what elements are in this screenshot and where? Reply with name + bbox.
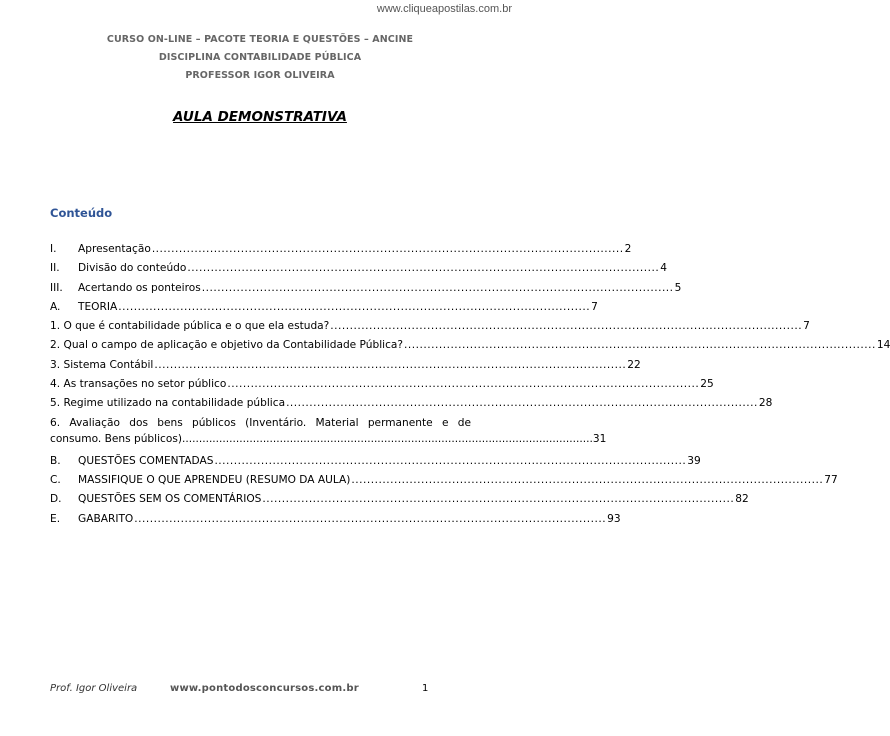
toc-leader-dots: .......................................................................................................................... (134, 512, 607, 525)
toc-entry-page: 31 (592, 432, 607, 445)
toc-entry-title-continued: consumo. Bens públicos) (50, 432, 182, 445)
toc-entry[interactable] (50, 243, 632, 262)
toc-entry-number: D. (50, 493, 62, 506)
toc-entry[interactable] (50, 397, 773, 416)
toc-entry-page: 2 (624, 243, 632, 255)
toc-entry-title: TEORIA (78, 300, 118, 313)
toc-entry-number: I. (50, 243, 57, 255)
toc-leader-dots: .......................................................................................................................... (118, 300, 591, 313)
toc-leader-dots: .......................................................................................................................... (182, 432, 593, 445)
toc-entry-page: 5 (674, 281, 682, 294)
toc-entry-number: B. (50, 454, 61, 467)
toc-entry-page: 77 (824, 473, 838, 486)
toc-entry-page: 82 (735, 493, 749, 506)
toc-leader-dots: .......................................................................................................................... (286, 397, 758, 410)
footer-author: Prof. Igor Oliveira (50, 683, 138, 694)
toc-entry-page: 4 (660, 262, 667, 275)
toc-entry-title: 1. O que é contabilidade pública e o que ela estuda? (50, 320, 330, 333)
toc-entry[interactable] (50, 493, 749, 512)
toc-entry[interactable] (50, 339, 890, 358)
toc-entry-page: 22 (627, 358, 641, 371)
toc-leader-dots: .......................................................................................................................... (214, 454, 687, 467)
toc-entry-title: 3. Sistema Contábil (50, 358, 154, 371)
toc-entry[interactable] (50, 454, 701, 474)
toc-leader-dots: .......................................................................................................................... (330, 320, 803, 333)
toc-entry-page: 7 (591, 300, 598, 313)
toc-leader-dots: .......................................................................................................................... (187, 262, 660, 275)
header-course-line: CURSO ON-LINE – PACOTE TEORIA E QUESTÕES – ANCINE (106, 34, 414, 45)
toc-leader-dots: .......................................................................................................................... (154, 358, 627, 371)
footer-site-url: www.pontodosconcursos.com.br (170, 683, 359, 694)
toc-entry[interactable] (50, 473, 838, 493)
watermark-url: www.cliqueapostilas.com.br (376, 3, 512, 15)
toc-leader-dots: .......................................................................................................................... (351, 473, 824, 486)
toc-entry-title: MASSIFIQUE O QUE APRENDEU (RESUMO DA AULA) (78, 473, 351, 486)
toc-entry-number: A. (50, 300, 61, 313)
toc-entry-title: Acertando os ponteiros (78, 281, 201, 294)
toc-entry-number: C. (50, 473, 61, 486)
toc-heading: Conteúdo (50, 206, 113, 220)
table-of-contents (50, 243, 890, 532)
footer-page-number: 1 (422, 683, 429, 694)
toc-entry-page: 25 (700, 378, 714, 391)
toc-entry[interactable] (50, 358, 641, 378)
toc-leader-dots: .......................................................................................................................... (201, 281, 674, 294)
toc-entry-title: Divisão do conteúdo (78, 262, 187, 275)
toc-entry[interactable] (50, 416, 607, 455)
course-header (0, 31, 520, 85)
toc-entry[interactable] (50, 378, 714, 397)
toc-entry-page: 14 (876, 339, 890, 352)
toc-entry-title: 2. Qual o campo de aplicação e objetivo da Contabilidade Pública? (50, 339, 404, 352)
toc-entry-title: 6. Avaliação dos bens públicos (Inventário. Material permanente e de (50, 416, 471, 429)
toc-leader-dots: .......................................................................................................................... (151, 243, 624, 255)
toc-entry-number: II. (50, 262, 60, 275)
toc-entry-title: 5. Regime utilizado na contabilidade pública (50, 397, 286, 410)
toc-entry[interactable] (50, 300, 598, 320)
toc-entry-page: 93 (607, 512, 621, 525)
toc-leader-dots: .......................................................................................................................... (262, 493, 735, 506)
toc-entry-title: GABARITO (78, 512, 134, 525)
toc-leader-dots: .......................................................................................................................... (227, 378, 700, 391)
toc-entry-title: 4. As transações no setor público (50, 378, 227, 391)
toc-leader-dots: .......................................................................................................................... (404, 339, 876, 352)
header-professor-line: PROFESSOR IGOR OLIVEIRA (185, 70, 335, 81)
toc-entry[interactable] (50, 512, 621, 532)
toc-entry-number: III. (50, 281, 63, 294)
toc-entry-title: Apresentação (78, 243, 151, 255)
header-discipline-line: DISCIPLINA CONTABILIDADE PÚBLICA (158, 52, 362, 63)
toc-entry-page: 7 (803, 320, 810, 333)
toc-entry-number: E. (50, 512, 61, 525)
toc-entry-title: QUESTÕES SEM OS COMENTÁRIOS (78, 493, 262, 506)
toc-entry[interactable] (50, 262, 667, 281)
page-title: AULA DEMONSTRATIVA (173, 109, 347, 125)
toc-entry[interactable] (50, 320, 810, 339)
toc-entry-page: 28 (758, 397, 773, 410)
toc-entry-title: QUESTÕES COMENTADAS (78, 454, 214, 467)
toc-entry-page: 39 (687, 454, 701, 467)
page-footer (50, 683, 471, 697)
toc-entry[interactable] (50, 281, 682, 301)
